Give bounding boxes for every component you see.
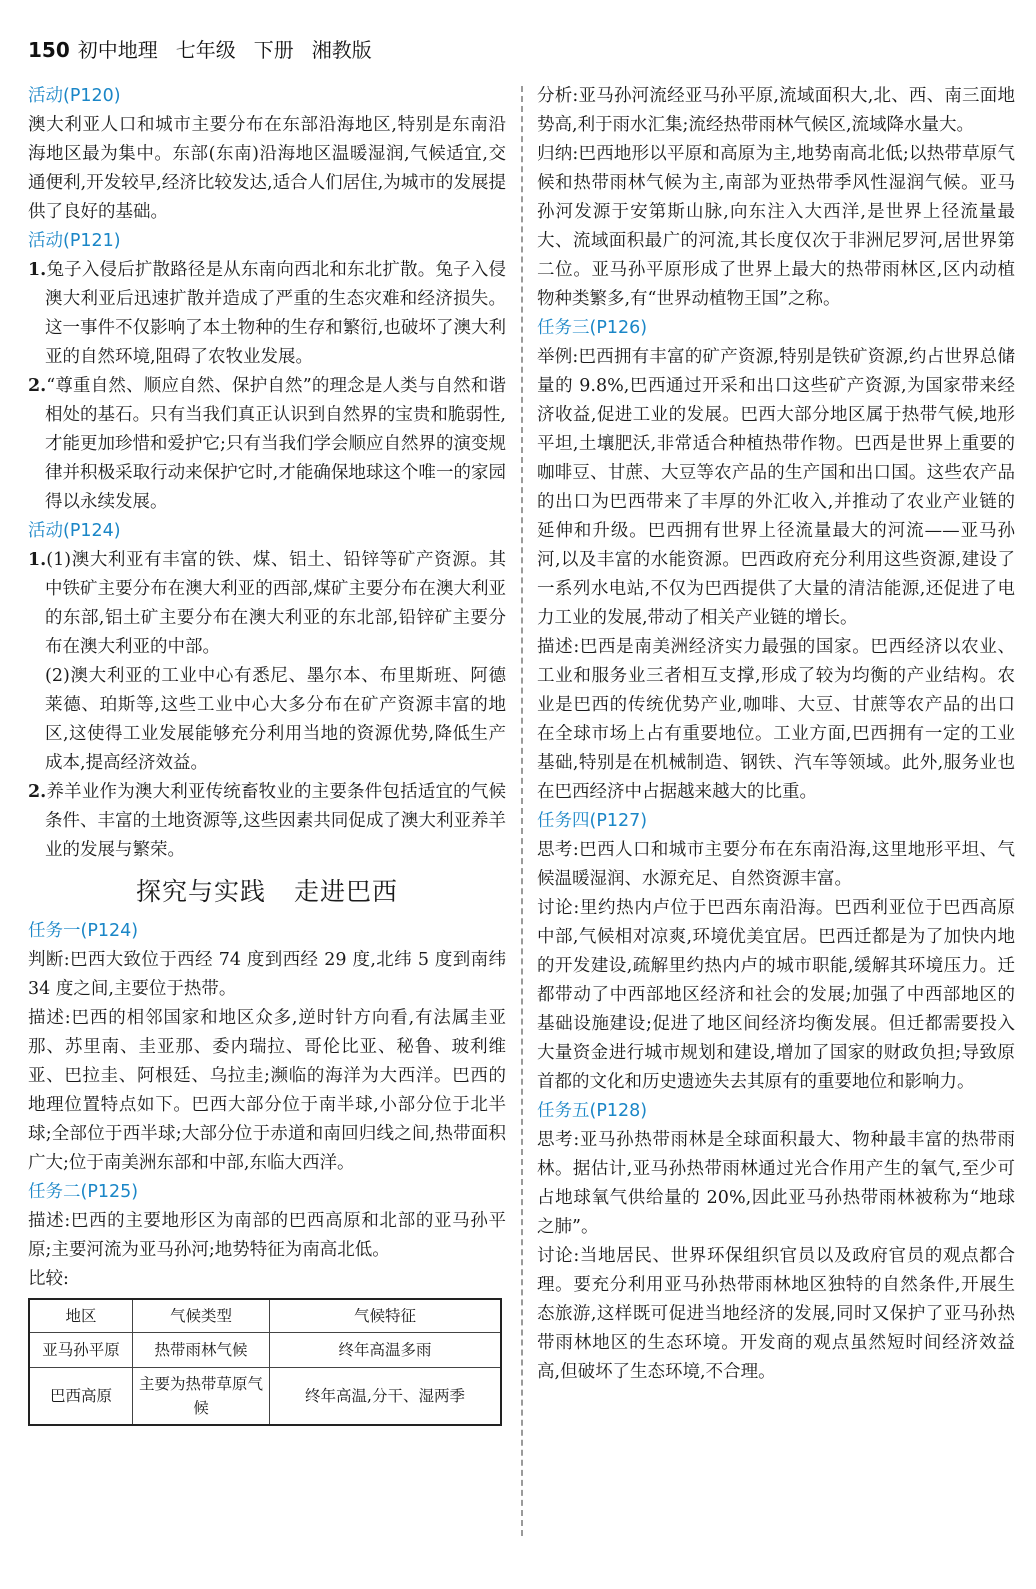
table-row (29, 1333, 501, 1368)
heading-part: 探究与实践 (135, 877, 266, 906)
table-header-cell: 地区 (29, 1299, 133, 1333)
compare-label: 比较: (28, 1269, 69, 1289)
list-item (28, 372, 506, 517)
comparison-table (28, 1298, 502, 1426)
item-text: (1)澳大利亚有丰富的铁、煤、铝土、铅锌等矿产资源。其中铁矿主要分布在澳大利亚的西部,煤矿主要分布在澳大利亚的东部,铝土矿主要分布在澳大利亚的东北部,铅锌矿主要分布在澳大利亚的中部。 (45, 550, 506, 657)
table-cell: 主要为热带草原气候 (133, 1368, 270, 1426)
paragraph: 思考:巴西人口和城市主要分布在东南沿海,这里地形平坦、气候温暖湿润、水源充足、自然资源丰富。 (537, 840, 1015, 889)
section-title: 活动(P124) (28, 521, 121, 541)
paragraph: 举例:巴西拥有丰富的矿产资源,特别是铁矿资源,约占世界总储量的 9.8%,巴西通过开采和出口这些矿产资源,为国家带来经济收益,促进工业的发展。巴西大部分地区属于热带气候,地形平坦,土壤肥沃,非常适合种植热带作物。巴西是世界上重要的咖啡豆、甘蔗、大豆等农产品的生产国和出口国。这些农产品的出口为巴西带来了丰厚的外汇收入,并推动了农业产业链的延伸和升级。巴西拥有世界上径流量最大的河流——亚马孙河,以及丰富的水能资源。巴西政府充分利用这些资源,建设了一系列水电站,不仅为巴西提供了大量的清洁能源,还促进了电力工业的发展,带动了相关产业链的增长。 (537, 347, 1015, 628)
paragraph: 归纳:巴西地形以平原和高原为主,地势南高北低;以热带草原气候和热带雨林气候为主,南部为亚热带季风性湿润气候。亚马孙河发源于安第斯山脉,向东注入大西洋,是世界上径流量最大、流域面积最广的河流,其长度仅次于非洲尼罗河,居世界第二位。亚马孙平原形成了世界上最大的热带雨林区,区内动植物种类繁多,有“世界动植物王国”之称。 (537, 144, 1015, 309)
item-number: 2. (28, 376, 47, 396)
section-title: 活动(P120) (28, 86, 121, 106)
table-cell: 热带雨林气候 (133, 1333, 270, 1368)
page-header (28, 34, 390, 63)
paragraph: 思考:亚马孙热带雨林是全球面积最大、物种最丰富的热带雨林。据估计,亚马孙热带雨林通过光合作用产生的氧气,至少可占地球氧气供给量的 20%,因此亚马孙热带雨林被称为“地球之肺”。 (537, 1130, 1015, 1237)
paragraph: 分析:亚马孙河流经亚马孙平原,流域面积大,北、西、南三面地势高,利于雨水汇集;流经热带雨林气候区,流域降水量大。 (537, 86, 1015, 135)
paragraph: 描述:巴西是南美洲经济实力最强的国家。巴西经济以农业、工业和服务业三者相互支撑,形成了较为均衡的产业结构。农业是巴西的传统优势产业,咖啡、大豆、甘蔗等农产品的出口在全球市场上占有重要地位。工业方面,巴西拥有一定的工业基础,特别是在机械制造、钢铁、汽车等领域。此外,服务业也在巴西经济中占据越来越大的比重。 (537, 637, 1015, 802)
table-header-cell: 气候特征 (270, 1299, 502, 1333)
table-cell: 终年高温,分干、湿两季 (270, 1368, 502, 1426)
paragraph: 判断:巴西大致位于西经 74 度到西经 29 度,北纬 5 度到南纬 34 度之间,主要位于热带。 (28, 950, 506, 999)
table-cell: 终年高温多雨 (270, 1333, 502, 1368)
paragraph: 讨论:里约热内卢位于巴西东南沿海。巴西利亚位于巴西高原中部,气候相对凉爽,环境优美宜居。巴西迁都是为了加快内地的开发建设,疏解里约热内卢的城市职能,缓解其环境压力。迁都带动了中西部地区经济和社会的发展;加强了中西部地区的基础设施建设;促进了地区间经济均衡发展。但迁都需要投入大量资金进行城市规划和建设,增加了国家的财政负担;导致原首都的文化和历史遗迹失去其原有的重要地位和影响力。 (537, 898, 1015, 1092)
header-volume: 下册 (253, 38, 294, 62)
column-divider (521, 86, 523, 1536)
table-header-row (29, 1299, 501, 1333)
section-title: 任务四(P127) (537, 811, 648, 831)
page-number: 150 (28, 38, 70, 62)
list-item (28, 778, 506, 865)
header-grade: 七年级 (175, 38, 236, 62)
item-number: 1. (28, 260, 47, 280)
item-text: “尊重自然、顺应自然、保护自然”的理念是人类与自然和谐相处的基石。只有当我们真正认识到自然界的宝贵和脆弱性,才能更加珍惜和爱护它;只有当我们学会顺应自然界的演变规律并积极采取行动来保护它时,才能确保地球这个唯一的家园得以永续发展。 (45, 376, 506, 512)
paragraph: 讨论:当地居民、世界环保组织官员以及政府官员的观点都合理。要充分利用亚马孙热带雨林地区独特的自然条件,开展生态旅游,这样既可促进当地经济的发展,同时又保护了亚马孙热带雨林地区的生态环境。开发商的观点虽然短时间经济效益高,但破坏了生态环境,不合理。 (537, 1246, 1015, 1382)
header-edition: 湘教版 (311, 38, 372, 62)
section-title: 任务三(P126) (537, 318, 648, 338)
item-text: 兔子入侵后扩散路径是从东南向西北和东北扩散。兔子入侵澳大利亚后迅速扩散并造成了严重的生态灾难和经济损失。这一事件不仅影响了本土物种的生存和繁衍,也破坏了澳大利亚的自然环境,阻碍了农牧业发展。 (45, 260, 506, 367)
header-subject: 初中地理 (77, 38, 158, 62)
list-item (28, 546, 506, 662)
paragraph: 澳大利亚人口和城市主要分布在东部沿海地区,特别是东南沿海地区最为集中。东部(东南)沿海地区温暖湿润,气候适宜,交通便利,开发较早,经济比较发达,适合人们居住,为城市的发展提供了良好的基础。 (28, 115, 506, 222)
chapter-heading (28, 875, 506, 909)
item-text: 养羊业作为澳大利亚传统畜牧业的主要条件包括适宜的气候条件、丰富的土地资源等,这些因素共同促成了澳大利亚养羊业的发展与繁荣。 (45, 782, 506, 860)
item-number: 1. (28, 550, 47, 570)
item-number: 2. (28, 782, 47, 802)
section-title: 任务二(P125) (28, 1182, 139, 1202)
left-column (28, 82, 506, 1426)
right-column (537, 82, 1015, 1387)
table-row (29, 1368, 501, 1426)
paragraph: 描述:巴西的主要地形区为南部的巴西高原和北部的亚马孙平原;主要河流为亚马孙河;地势特征为南高北低。 (28, 1211, 506, 1260)
section-title: 活动(P121) (28, 231, 121, 251)
section-title: 任务五(P128) (537, 1101, 648, 1121)
sub-item: (2)澳大利亚的工业中心有悉尼、墨尔本、布里斯班、阿德莱德、珀斯等,这些工业中心大多分布在矿产资源丰富的地区,这使得工业发展能够充分利用当地的资源优势,降低生产成本,提高经济效益。 (45, 666, 506, 773)
table-cell: 亚马孙平原 (29, 1333, 133, 1368)
list-item (28, 256, 506, 372)
table-header-cell: 气候类型 (133, 1299, 270, 1333)
table-cell: 巴西高原 (29, 1368, 133, 1426)
heading-part: 走进巴西 (294, 877, 399, 906)
section-title: 任务一(P124) (28, 921, 139, 941)
paragraph: 描述:巴西的相邻国家和地区众多,逆时针方向看,有法属圭亚那、苏里南、圭亚那、委内瑞拉、哥伦比亚、秘鲁、玻利维亚、巴拉圭、阿根廷、乌拉圭;濒临的海洋为大西洋。巴西的地理位置特点如下。巴西大部分位于南半球,小部分位于北半球;全部位于西半球;大部分位于赤道和南回归线之间,热带面积广大;位于南美洲东部和中部,东临大西洋。 (28, 1008, 506, 1173)
